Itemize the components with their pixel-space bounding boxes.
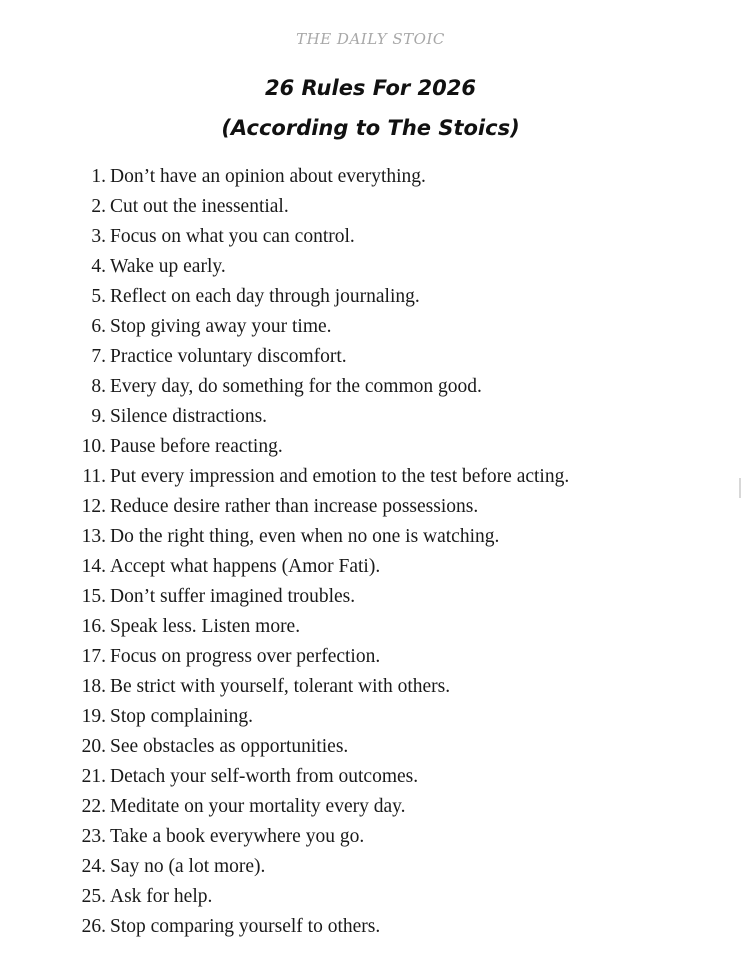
rule-number: 25. — [81, 886, 106, 907]
page-title: 26 Rules For 2026 — [264, 76, 476, 100]
rule-item — [0, 552, 741, 582]
rule-number: 1. — [91, 166, 106, 187]
rule-text: Cut out the inessential. — [110, 196, 289, 217]
rule-number: 9. — [91, 406, 106, 427]
rule-item — [0, 192, 741, 222]
rule-item — [0, 222, 741, 252]
rule-text: Accept what happens (Amor Fati). — [110, 556, 381, 577]
rule-number: 22. — [81, 796, 106, 817]
rule-item — [0, 822, 741, 852]
rule-item — [0, 792, 741, 822]
rule-text: Stop comparing yourself to others. — [110, 916, 381, 937]
rule-number: 12. — [81, 496, 106, 517]
rule-item — [0, 342, 741, 372]
rule-text: Detach your self-worth from outcomes. — [110, 766, 419, 787]
rule-item — [0, 282, 741, 312]
rule-number: 16. — [81, 616, 106, 637]
rule-number: 14. — [81, 556, 106, 577]
rule-text: Don’t suffer imagined troubles. — [110, 586, 356, 607]
page-subtitle: (According to The Stoics) — [221, 116, 520, 140]
rule-text: Stop giving away your time. — [110, 316, 332, 337]
rule-text: Reflect on each day through journaling. — [110, 286, 420, 307]
rule-number: 11. — [82, 466, 106, 487]
rule-text: See obstacles as opportunities. — [110, 736, 349, 757]
rule-item — [0, 642, 741, 672]
rule-number: 17. — [81, 646, 106, 667]
rule-text: Wake up early. — [110, 256, 226, 277]
rule-number: 5. — [91, 286, 106, 307]
rule-text: Put every impression and emotion to the test before acting. — [110, 466, 570, 487]
rule-number: 6. — [91, 316, 106, 337]
rule-item — [0, 702, 741, 732]
rule-item — [0, 312, 741, 342]
rule-text: Practice voluntary discomfort. — [110, 346, 347, 367]
rule-text: Don’t have an opinion about everything. — [110, 166, 426, 187]
rule-number: 2. — [91, 196, 106, 217]
rule-text: Take a book everywhere you go. — [110, 826, 365, 847]
rule-item — [0, 402, 741, 432]
rule-text: Every day, do something for the common good. — [110, 376, 482, 397]
rule-text: Silence distractions. — [110, 406, 268, 427]
rule-text: Be strict with yourself, tolerant with others. — [110, 676, 451, 697]
rules-list — [0, 162, 741, 942]
rule-text: Focus on what you can control. — [110, 226, 355, 247]
rule-number: 15. — [81, 586, 106, 607]
rule-number: 23. — [81, 826, 106, 847]
rule-item — [0, 582, 741, 612]
rule-item — [0, 462, 741, 492]
rule-item — [0, 912, 741, 942]
rule-item — [0, 732, 741, 762]
rule-number: 26. — [81, 916, 106, 937]
rule-text: Do the right thing, even when no one is watching. — [110, 526, 500, 547]
rule-number: 4. — [91, 256, 106, 277]
rule-number: 7. — [91, 346, 106, 367]
rule-item — [0, 492, 741, 522]
rule-item — [0, 612, 741, 642]
rule-item — [0, 372, 741, 402]
rule-item — [0, 162, 741, 192]
rule-number: 21. — [81, 766, 106, 787]
rule-number: 18. — [81, 676, 106, 697]
rule-item — [0, 522, 741, 552]
brand-header: THE DAILY STOIC — [296, 30, 445, 48]
rule-item — [0, 762, 741, 792]
rule-number: 20. — [81, 736, 106, 757]
rule-text: Speak less. Listen more. — [110, 616, 301, 637]
rule-text: Ask for help. — [110, 886, 213, 907]
rule-item — [0, 882, 741, 912]
rule-number: 24. — [81, 856, 106, 877]
rule-number: 10. — [81, 436, 106, 457]
rule-number: 19. — [81, 706, 106, 727]
rule-text: Stop complaining. — [110, 706, 253, 727]
rule-item — [0, 432, 741, 462]
rule-number: 8. — [91, 376, 106, 397]
rule-number: 3. — [91, 226, 106, 247]
rule-text: Focus on progress over perfection. — [110, 646, 381, 667]
rule-text: Say no (a lot more). — [110, 856, 266, 877]
rule-text: Reduce desire rather than increase possessions. — [110, 496, 479, 517]
rule-text: Pause before reacting. — [110, 436, 283, 457]
rule-item — [0, 672, 741, 702]
rule-item — [0, 852, 741, 882]
rule-number: 13. — [81, 526, 106, 547]
rule-text: Meditate on your mortality every day. — [110, 796, 406, 817]
rule-item — [0, 252, 741, 282]
